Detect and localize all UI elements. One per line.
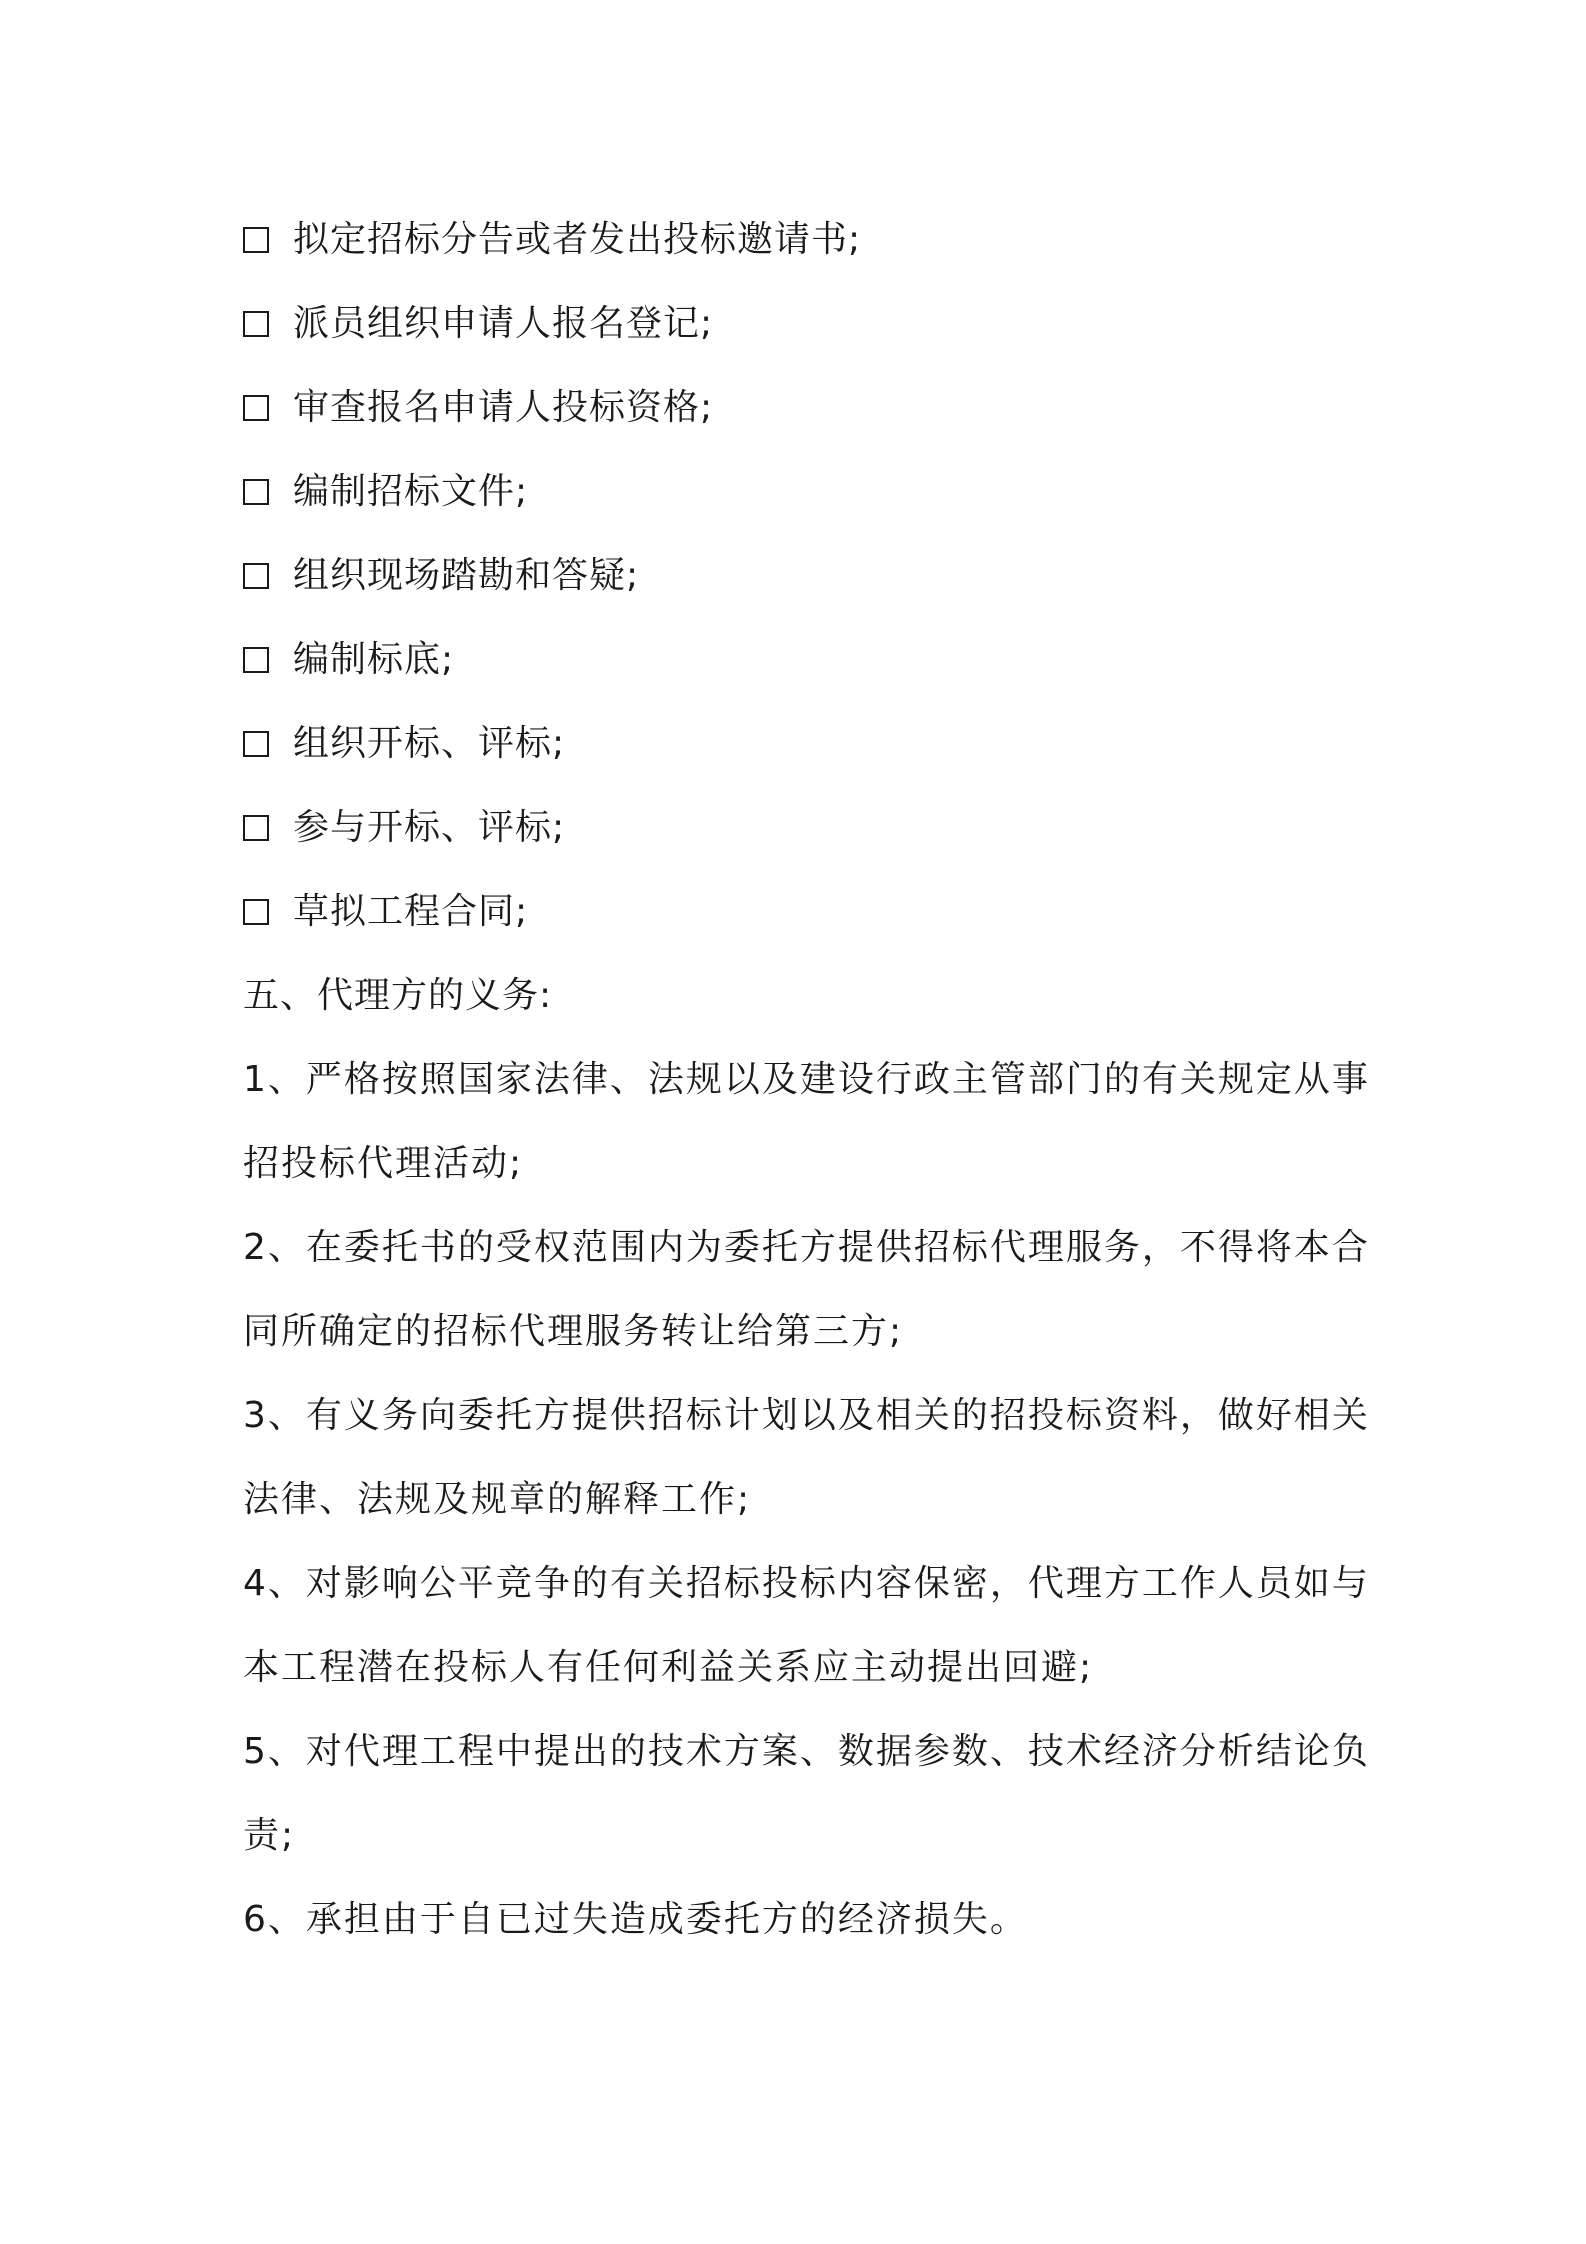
checklist-item <box>243 534 1363 618</box>
checklist-item-label: 参与开标、评标; <box>293 807 566 848</box>
obligation-line: 2、在委托书的受权范围内为委托方提供招标代理服务，不得将本合 <box>243 1227 1370 1268</box>
checkbox-icon[interactable] <box>243 647 269 673</box>
obligation-line: 5、对代理工程中提出的技术方案、数据参数、技术经济分析结论负 <box>243 1731 1370 1772</box>
obligation-line: 4、对影响公平竞争的有关招标投标内容保密，代理方工作人员如与 <box>243 1563 1370 1604</box>
checklist-item-label: 编制招标文件; <box>293 471 529 512</box>
obligation-line: 责; <box>243 1815 296 1856</box>
obligation-line: 同所确定的招标代理服务转让给第三方; <box>243 1311 904 1352</box>
checkbox-icon[interactable] <box>243 731 269 757</box>
checkbox-icon[interactable] <box>243 227 269 253</box>
checklist-item-label: 编制标底; <box>293 639 455 680</box>
checklist-item <box>243 450 1363 534</box>
document-body <box>243 198 1370 1962</box>
checklist-item-label: 草拟工程合同; <box>293 891 529 932</box>
obligation-line: 招投标代理活动; <box>243 1143 524 1184</box>
checkbox-icon[interactable] <box>243 311 269 337</box>
checkbox-icon[interactable] <box>243 815 269 841</box>
obligation-line: 本工程潜在投标人有任何利益关系应主动提出回避; <box>243 1647 1094 1688</box>
checkbox-icon[interactable] <box>243 395 269 421</box>
obligation-line: 6、承担由于自已过失造成委托方的经济损失。 <box>243 1899 1028 1940</box>
checkbox-icon[interactable] <box>243 479 269 505</box>
checklist-item <box>243 198 1363 282</box>
obligation-line: 3、有义务向委托方提供招标计划以及相关的招投标资料，做好相关 <box>243 1395 1370 1436</box>
checkbox-icon[interactable] <box>243 563 269 589</box>
obligation-line: 1、严格按照国家法律、法规以及建设行政主管部门的有关规定从事 <box>243 1059 1370 1100</box>
checklist-item-label: 审查报名申请人投标资格; <box>293 387 714 428</box>
checklist-item <box>243 618 1363 702</box>
checklist-item <box>243 786 1363 870</box>
checkbox-icon[interactable] <box>243 899 269 925</box>
section-heading: 五、代理方的义务: <box>243 975 553 1016</box>
checklist-item-label: 拟定招标分告或者发出投标邀请书; <box>293 219 862 260</box>
obligation-line: 法律、法规及规章的解释工作; <box>243 1479 752 1520</box>
checklist-item-label: 组织开标、评标; <box>293 723 566 764</box>
checklist-item-label: 组织现场踏勘和答疑; <box>293 555 640 596</box>
checklist-item <box>243 702 1363 786</box>
checklist-item <box>243 282 1363 366</box>
checklist-item <box>243 366 1363 450</box>
checklist-item <box>243 870 1363 954</box>
checklist-item-label: 派员组织申请人报名登记; <box>293 303 714 344</box>
